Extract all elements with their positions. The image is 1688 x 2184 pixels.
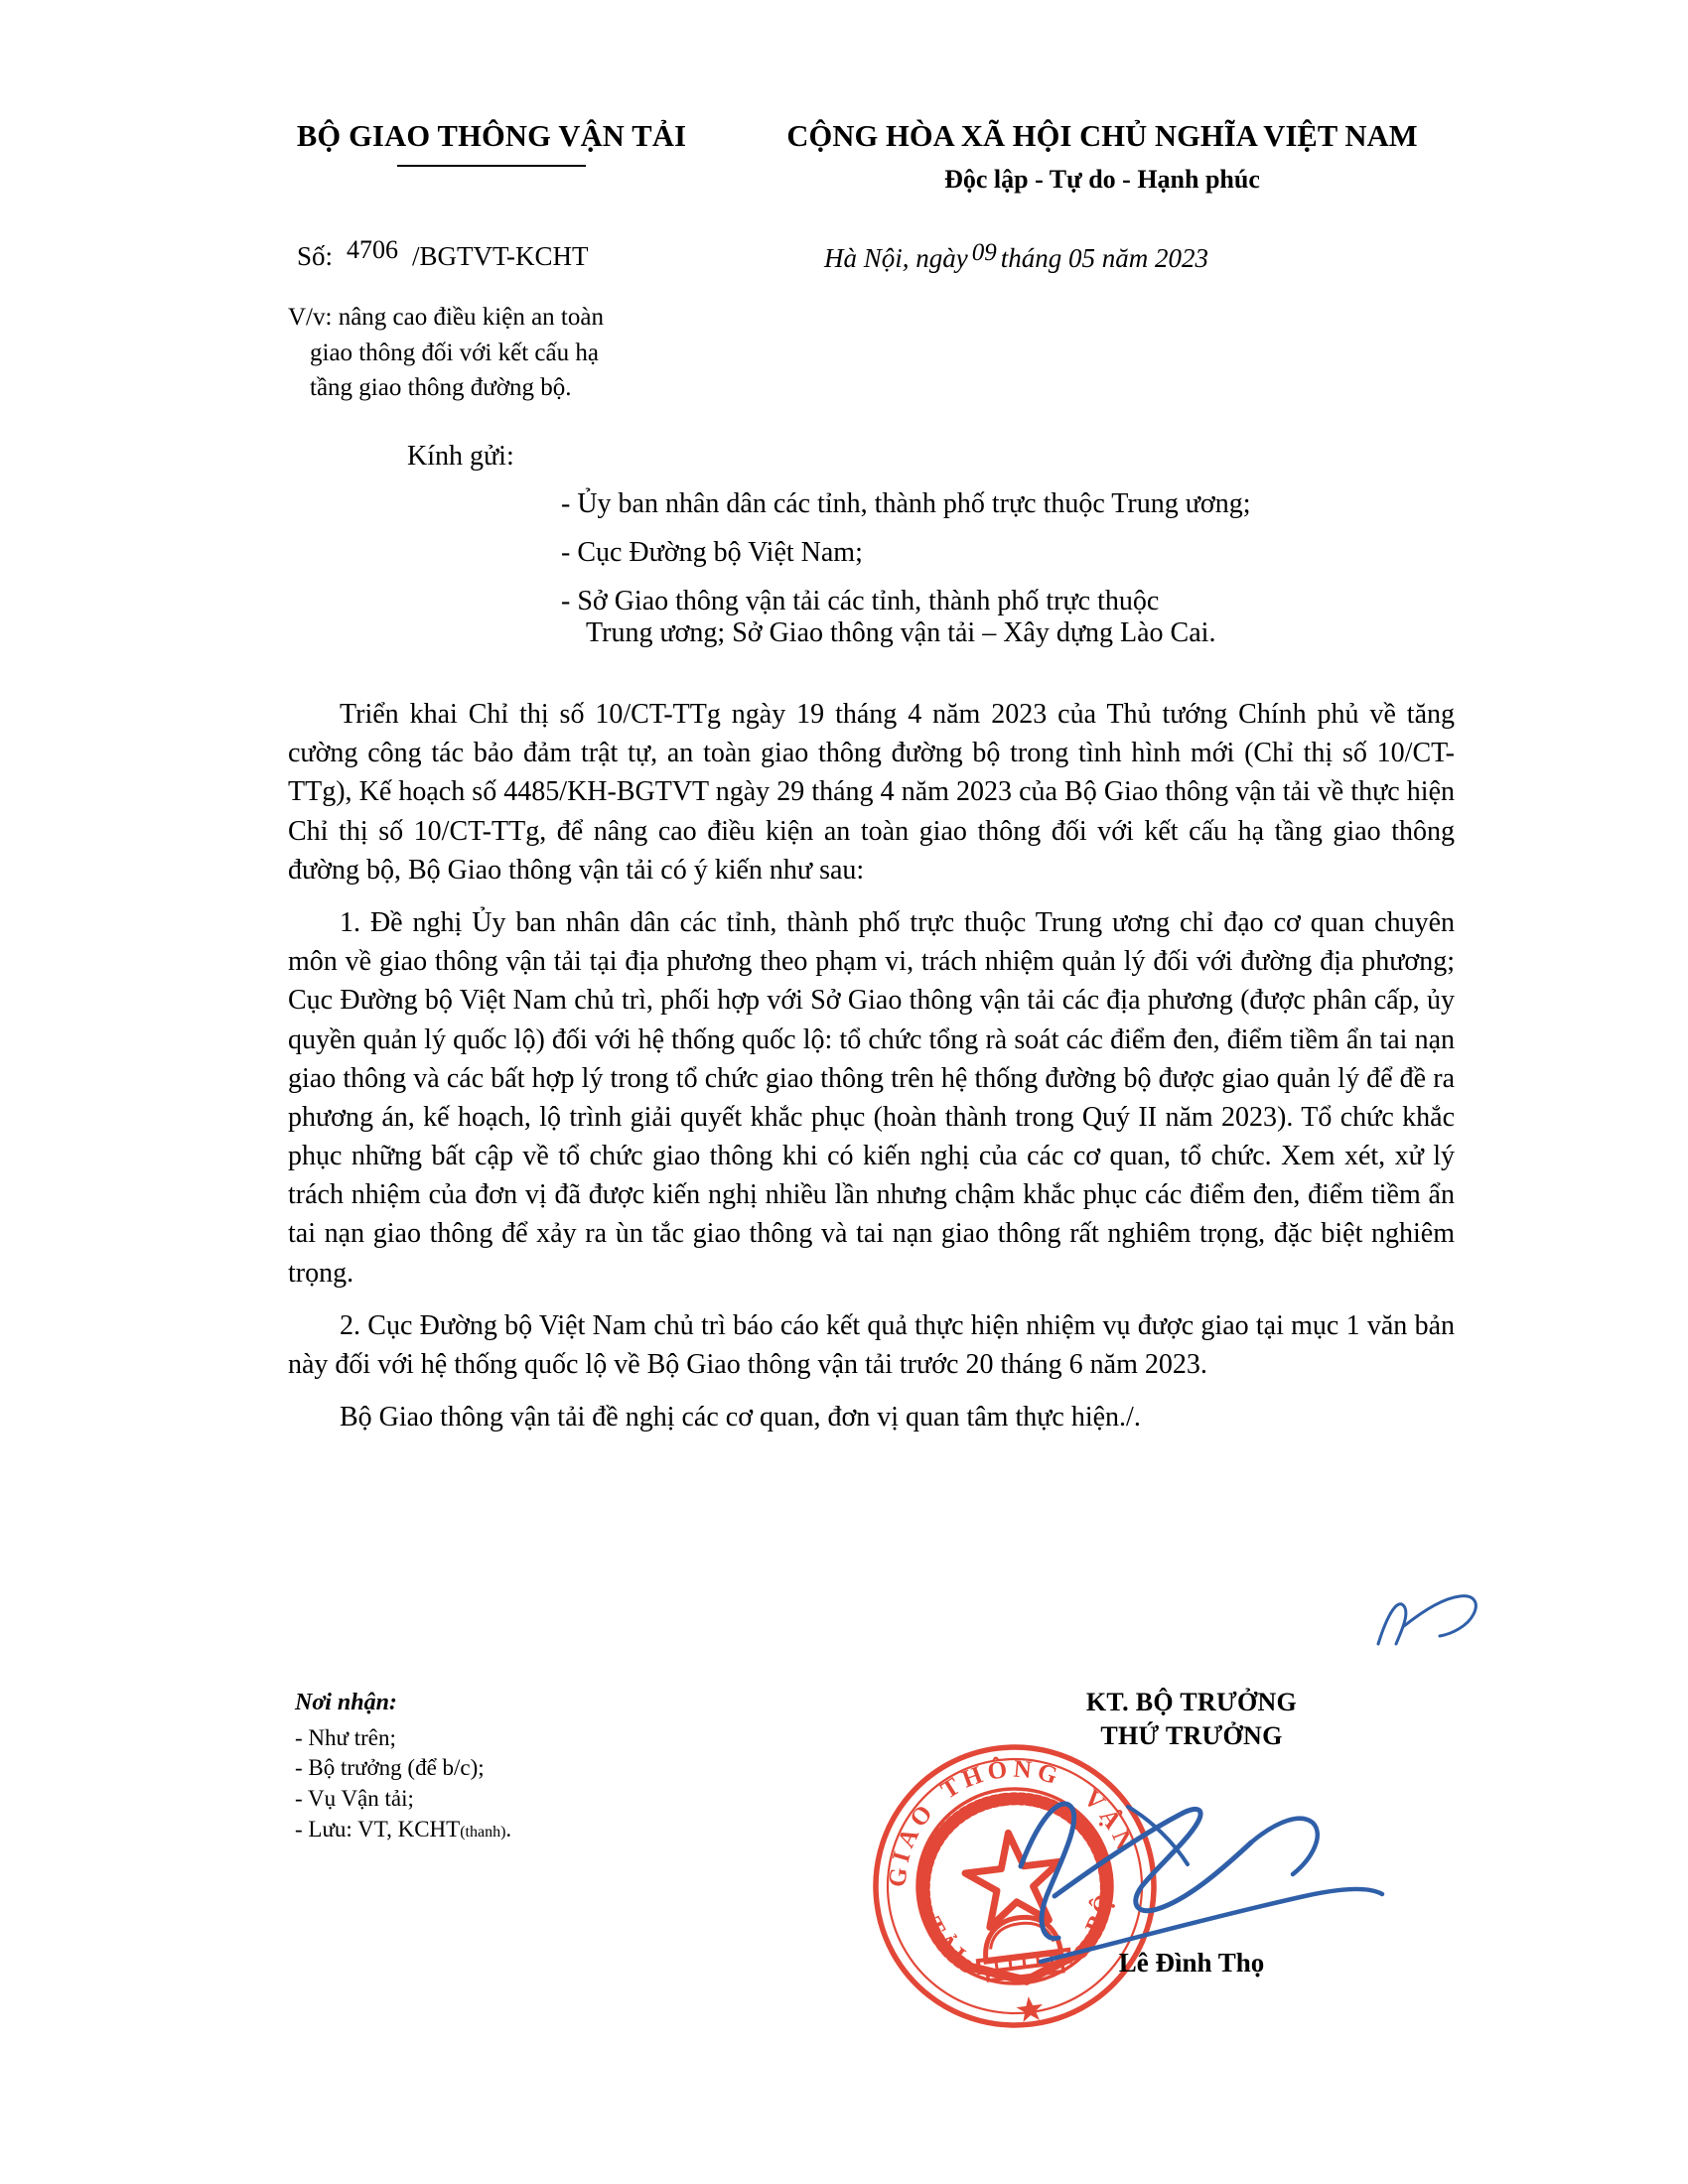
- national-heading-block: [725, 119, 1479, 195]
- distribution-item-archive: [295, 1815, 511, 1845]
- document-number-value: 4706: [347, 235, 399, 264]
- signer-name: Lê Đình Thọ: [1118, 1948, 1265, 1978]
- archive-suffix: .: [505, 1816, 512, 1842]
- addressee-list: [561, 488, 1455, 666]
- signature-role-line-2: THỨ TRƯỞNG: [1100, 1721, 1283, 1751]
- svg-text:THÔNG: THÔNG: [936, 1755, 1065, 1805]
- distribution-list-title: Nơi nhận:: [295, 1690, 397, 1715]
- body-paragraph-closing: Bộ Giao thông vận tải đề nghị các cơ quan, đơn vị quan tâm thực hiện./.: [340, 1402, 1141, 1433]
- subject-line-2: giao thông đối với kết cấu hạ: [310, 339, 599, 366]
- document-day-value: 09: [971, 239, 997, 266]
- addressee-item: - Cục Đường bộ Việt Nam;: [561, 537, 863, 568]
- subject-line-3: tầng giao thông đường bộ.: [310, 374, 572, 401]
- addressee-label: Kính gửi:: [407, 441, 514, 472]
- document-month-year: tháng 05 năm 2023: [1000, 243, 1208, 273]
- document-subject: [288, 300, 705, 406]
- svg-text:GIAO: GIAO: [884, 1796, 941, 1889]
- addressee-item-continuation: Trung ương; Sở Giao thông vận tải – Xây dựng Lào Cai.: [586, 617, 1216, 648]
- svg-text:TẢI: TẢI: [918, 1912, 974, 1973]
- distribution-item: - Bộ trưởng (để b/c);: [295, 1755, 485, 1781]
- issuing-organization-name: BỘ GIAO THÔNG VẬN TẢI: [296, 119, 687, 153]
- body-paragraph: Triển khai Chỉ thị số 10/CT-TTg ngày 19 tháng 4 năm 2023 của Thủ tướng Chính phủ về tăng cường công tác bảo đảm trật tự, an toàn giao thông đường bộ trong tình hình mới (Chỉ thị số 10/CT-TTg), Kế hoạch số 4485/KH-BGTVT ngày 29 tháng 4 năm 2023 của Bộ Giao thông vận tải về thực hiện Chỉ thị số 10/CT-TTg, để nâng cao điều kiện an toàn giao thông đối với kết cấu hạ tầng giao thông đường bộ, Bộ Giao thông vận tải có ý kiến như sau:: [288, 699, 1455, 886]
- body-paragraph: 2. Cục Đường bộ Việt Nam chủ trì báo cáo kết quả thực hiện nhiệm vụ được giao tại mục 1 văn bản này đối với hệ thống quốc lộ về Bộ Giao thông vận tải trước 20 tháng 6 năm 2023.: [288, 1309, 1455, 1380]
- document-body: [288, 695, 1455, 1436]
- subject-line-1: V/v: nâng cao điều kiện an toàn: [288, 304, 604, 331]
- signature-role-block: [973, 1686, 1410, 1754]
- issuing-organization-block: [258, 119, 725, 195]
- national-motto: Độc lập - Tự do - Hạnh phúc: [944, 165, 1260, 194]
- body-paragraph: 1. Đề nghị Ủy ban nhân dân các tỉnh, thành phố trực thuộc Trung ương chỉ đạo cơ quan chuyên môn về giao thông vận tải tại địa phương theo phạm vi, trách nhiệm quản lý đối với đường địa phương; Cục Đường bộ Việt Nam chủ trì, phối hợp với Sở Giao thông vận tải các địa phương (được phân cấp, ủy quyền quản lý quốc lộ) đối với hệ thống quốc lộ: tổ chức tổng rà soát các điểm đen, điểm tiềm ẩn tai nạn giao thông và các bất hợp lý trong tổ chức giao thông trên hệ thống đường bộ được giao quản lý để đề ra phương án, kế hoạch, lộ trình giải quyết khắc phục (hoàn thành trong Quý II năm 2023). Tổ chức khắc phục những bất cập về tổ chức giao thông khi có kiến nghị của các cơ quan, tổ chức. Xem xét, xử lý trách nhiệm của đơn vị đã được kiến nghị nhiều lần nhưng chậm khắc phục các điểm đen, điểm tiềm ẩn tai nạn giao thông để xảy ra ùn tắc giao thông và tai nạn giao thông rất nghiêm trọng, đặc biệt nghiêm trọng.: [288, 906, 1455, 1289]
- svg-text:BỘ: BỘ: [1080, 1887, 1119, 1938]
- document-place-prefix: Hà Nội, ngày: [824, 243, 968, 273]
- addressee-item: - Sở Giao thông vận tải các tỉnh, thành phố trực thuộc: [561, 586, 1160, 616]
- document-number-label: Số:: [297, 241, 334, 271]
- organization-underline-rule: [397, 165, 586, 167]
- document-date-block: [824, 239, 1208, 274]
- signature-role-line-1: KT. BỘ TRƯỞNG: [1085, 1688, 1298, 1716]
- svg-text:VẬN: VẬN: [1077, 1784, 1140, 1858]
- document-number-block: [297, 235, 589, 272]
- distribution-item: - Vụ Vận tải;: [295, 1786, 414, 1812]
- signature-initial-flourish: [1370, 1586, 1489, 1656]
- addressee-item: - Ủy ban nhân dân các tỉnh, thành phố trực thuộc Trung ương;: [561, 488, 1251, 519]
- distribution-list: [295, 1688, 511, 1844]
- distribution-item: - Như trên;: [295, 1724, 396, 1750]
- archive-drafter: (thanh): [460, 1823, 506, 1841]
- archive-prefix: - Lưu: VT, KCHT: [295, 1816, 461, 1842]
- official-seal-icon: [866, 1737, 1164, 2035]
- national-name: CỘNG HÒA XÃ HỘI CHỦ NGHĨA VIỆT NAM: [786, 119, 1418, 153]
- document-number-suffix: /BGTVT-KCHT: [412, 241, 589, 271]
- document-header: [0, 119, 1688, 195]
